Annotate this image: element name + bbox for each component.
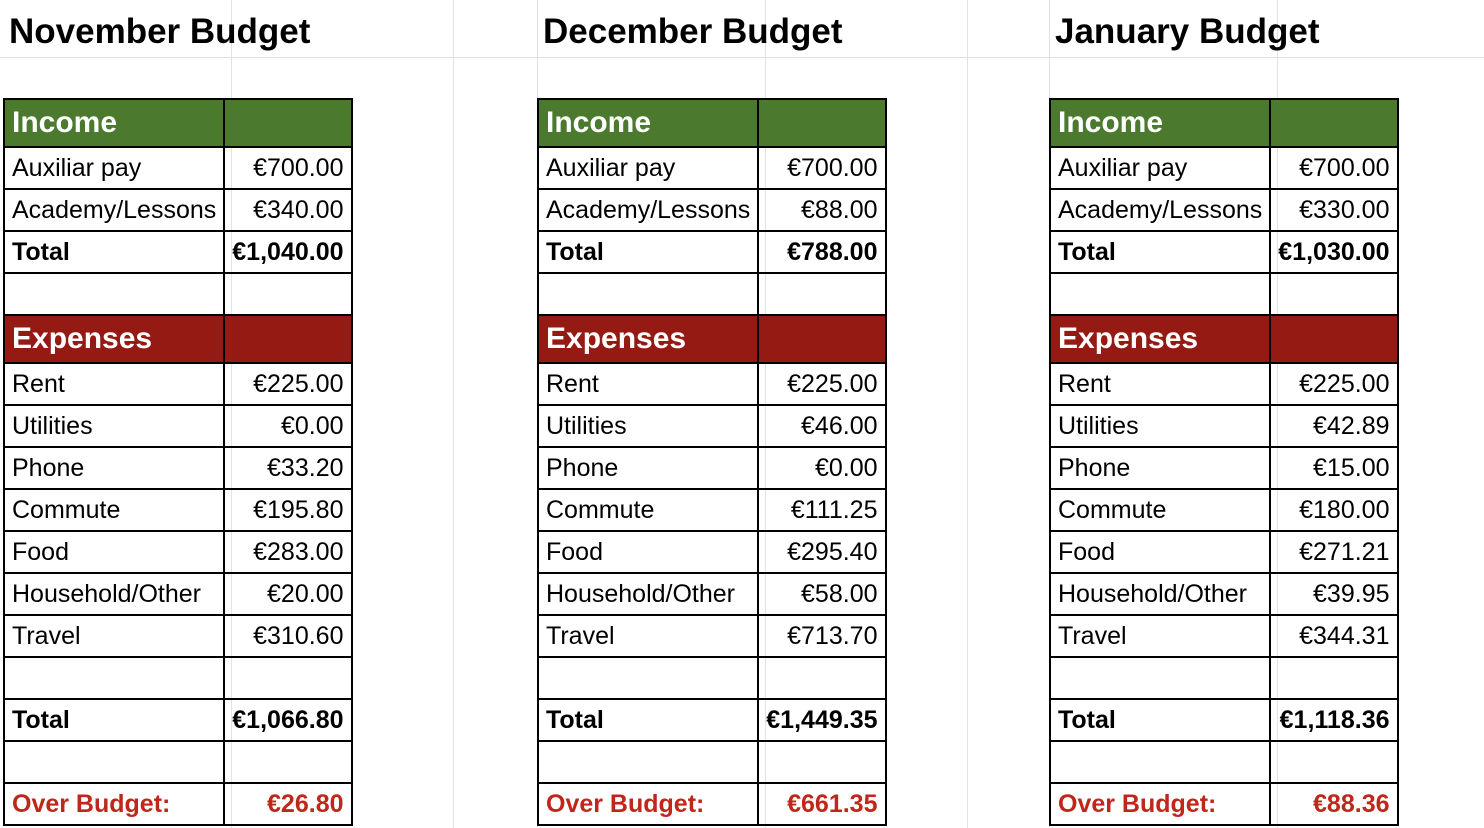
cell[interactable] xyxy=(224,741,351,783)
expense-row xyxy=(1050,447,1398,489)
over-budget-value[interactable]: €88.36 xyxy=(1270,783,1397,825)
expense-value[interactable]: €42.89 xyxy=(1270,405,1397,447)
expense-value[interactable]: €0.00 xyxy=(758,447,885,489)
total-label[interactable]: Total xyxy=(1050,231,1270,273)
expense-row xyxy=(1050,363,1398,405)
expense-value[interactable]: €310.60 xyxy=(224,615,351,657)
cell[interactable] xyxy=(1270,657,1397,699)
expense-value[interactable]: €225.00 xyxy=(758,363,885,405)
cell[interactable] xyxy=(224,273,351,315)
empty-row xyxy=(538,273,886,315)
income-row xyxy=(538,189,886,231)
income-label[interactable]: Academy/Lessons xyxy=(1050,189,1270,231)
cell[interactable] xyxy=(1050,273,1270,315)
income-total-row xyxy=(538,231,886,273)
budget-table xyxy=(3,98,353,826)
cell[interactable] xyxy=(758,657,885,699)
expense-label[interactable]: Commute xyxy=(4,489,224,531)
expense-value[interactable]: €33.20 xyxy=(224,447,351,489)
over-budget-row xyxy=(4,783,352,825)
income-header-row xyxy=(4,99,352,147)
expense-row xyxy=(4,363,352,405)
cell[interactable] xyxy=(1050,741,1270,783)
expense-row xyxy=(538,573,886,615)
expense-value[interactable]: €344.31 xyxy=(1270,615,1397,657)
expense-value[interactable]: €295.40 xyxy=(758,531,885,573)
budget-title: November Budget xyxy=(9,12,311,51)
expense-row xyxy=(1050,573,1398,615)
total-label[interactable]: Total xyxy=(4,231,224,273)
expense-value[interactable]: €20.00 xyxy=(224,573,351,615)
empty-row xyxy=(1050,657,1398,699)
expense-label[interactable]: Commute xyxy=(538,489,758,531)
over-budget-value[interactable]: €26.80 xyxy=(224,783,351,825)
income-header[interactable]: Income xyxy=(538,99,758,147)
expense-row xyxy=(1050,615,1398,657)
expense-row xyxy=(538,489,886,531)
cell[interactable] xyxy=(1270,99,1397,147)
expense-label[interactable]: Phone xyxy=(538,447,758,489)
empty-row xyxy=(4,741,352,783)
over-budget-value[interactable]: €661.35 xyxy=(758,783,885,825)
cell[interactable] xyxy=(4,273,224,315)
expenses-total-row xyxy=(4,699,352,741)
income-header[interactable]: Income xyxy=(1050,99,1270,147)
income-label[interactable]: Auxiliar pay xyxy=(4,147,224,189)
budget-title: December Budget xyxy=(543,12,843,51)
expense-value[interactable]: €713.70 xyxy=(758,615,885,657)
expense-label[interactable]: Rent xyxy=(538,363,758,405)
income-value[interactable]: €700.00 xyxy=(758,147,885,189)
income-label[interactable]: Academy/Lessons xyxy=(538,189,758,231)
cell[interactable] xyxy=(538,741,758,783)
expense-row xyxy=(538,447,886,489)
empty-row xyxy=(1050,741,1398,783)
budget-table xyxy=(1049,98,1399,826)
expense-label[interactable]: Utilities xyxy=(538,405,758,447)
income-value[interactable]: €88.00 xyxy=(758,189,885,231)
expense-value[interactable]: €39.95 xyxy=(1270,573,1397,615)
total-label[interactable]: Total xyxy=(1050,699,1270,741)
expense-label[interactable]: Utilities xyxy=(4,405,224,447)
income-row xyxy=(538,147,886,189)
cell[interactable] xyxy=(4,657,224,699)
expense-label[interactable]: Commute xyxy=(1050,489,1270,531)
expense-label[interactable]: Household/Other xyxy=(4,573,224,615)
total-label[interactable]: Total xyxy=(538,231,758,273)
expense-value[interactable]: €225.00 xyxy=(224,363,351,405)
income-total-row xyxy=(4,231,352,273)
expense-value[interactable]: €15.00 xyxy=(1270,447,1397,489)
empty-row xyxy=(538,741,886,783)
cell[interactable] xyxy=(1270,741,1397,783)
expense-label[interactable]: Household/Other xyxy=(538,573,758,615)
empty-row xyxy=(1050,273,1398,315)
expense-value[interactable]: €0.00 xyxy=(224,405,351,447)
expense-label[interactable]: Travel xyxy=(538,615,758,657)
income-value[interactable]: €700.00 xyxy=(224,147,351,189)
grid-line xyxy=(453,0,454,828)
income-row xyxy=(1050,147,1398,189)
expenses-header[interactable]: Expenses xyxy=(538,315,758,363)
expense-label[interactable]: Food xyxy=(4,531,224,573)
expenses-header-row xyxy=(4,315,352,363)
cell[interactable] xyxy=(538,657,758,699)
expense-value[interactable]: €46.00 xyxy=(758,405,885,447)
total-value[interactable]: €1,118.36 xyxy=(1270,699,1397,741)
expense-value[interactable]: €58.00 xyxy=(758,573,885,615)
expense-row xyxy=(538,615,886,657)
cell[interactable] xyxy=(538,273,758,315)
income-total-row xyxy=(1050,231,1398,273)
over-budget-label[interactable]: Over Budget: xyxy=(538,783,758,825)
expense-row xyxy=(1050,531,1398,573)
expense-label[interactable]: Travel xyxy=(4,615,224,657)
income-label[interactable]: Auxiliar pay xyxy=(538,147,758,189)
expense-row xyxy=(4,447,352,489)
expense-row xyxy=(4,405,352,447)
expense-value[interactable]: €111.25 xyxy=(758,489,885,531)
over-budget-label[interactable]: Over Budget: xyxy=(4,783,224,825)
expense-row xyxy=(4,489,352,531)
cell[interactable] xyxy=(758,273,885,315)
expense-value[interactable]: €180.00 xyxy=(1270,489,1397,531)
total-value[interactable]: €1,040.00 xyxy=(224,231,351,273)
budget-title: January Budget xyxy=(1055,12,1320,51)
expense-row xyxy=(538,405,886,447)
expense-label[interactable]: Rent xyxy=(4,363,224,405)
expenses-total-row xyxy=(538,699,886,741)
total-label[interactable]: Total xyxy=(538,699,758,741)
expenses-header[interactable]: Expenses xyxy=(1050,315,1270,363)
expense-label[interactable]: Food xyxy=(1050,531,1270,573)
expense-value[interactable]: €283.00 xyxy=(224,531,351,573)
expenses-total-row xyxy=(1050,699,1398,741)
over-budget-label[interactable]: Over Budget: xyxy=(1050,783,1270,825)
expense-value[interactable]: €225.00 xyxy=(1270,363,1397,405)
total-value[interactable]: €1,449.35 xyxy=(758,699,885,741)
grid-line xyxy=(967,0,968,828)
expense-row xyxy=(538,363,886,405)
expense-row xyxy=(4,615,352,657)
over-budget-row xyxy=(1050,783,1398,825)
cell[interactable] xyxy=(4,741,224,783)
expense-label[interactable]: Phone xyxy=(1050,447,1270,489)
income-header-row xyxy=(538,99,886,147)
income-label[interactable]: Academy/Lessons xyxy=(4,189,224,231)
income-row xyxy=(4,147,352,189)
expense-label[interactable]: Household/Other xyxy=(1050,573,1270,615)
expense-label[interactable]: Phone xyxy=(4,447,224,489)
expenses-header[interactable]: Expenses xyxy=(4,315,224,363)
cell[interactable] xyxy=(758,99,885,147)
expense-row xyxy=(4,531,352,573)
income-label[interactable]: Auxiliar pay xyxy=(1050,147,1270,189)
expense-label[interactable]: Travel xyxy=(1050,615,1270,657)
cell[interactable] xyxy=(1270,315,1397,363)
grid-line xyxy=(0,57,1484,58)
total-value[interactable]: €1,066.80 xyxy=(224,699,351,741)
cell[interactable] xyxy=(1050,657,1270,699)
total-value[interactable]: €1,030.00 xyxy=(1270,231,1397,273)
cell[interactable] xyxy=(758,315,885,363)
total-label[interactable]: Total xyxy=(4,699,224,741)
income-header-row xyxy=(1050,99,1398,147)
income-value[interactable]: €340.00 xyxy=(224,189,351,231)
budget-table xyxy=(537,98,887,826)
over-budget-row xyxy=(538,783,886,825)
empty-row xyxy=(4,273,352,315)
income-row xyxy=(4,189,352,231)
expense-label[interactable]: Utilities xyxy=(1050,405,1270,447)
expense-label[interactable]: Food xyxy=(538,531,758,573)
cell[interactable] xyxy=(758,741,885,783)
empty-row xyxy=(538,657,886,699)
cell[interactable] xyxy=(224,657,351,699)
expenses-header-row xyxy=(1050,315,1398,363)
total-value[interactable]: €788.00 xyxy=(758,231,885,273)
cell[interactable] xyxy=(224,99,351,147)
cell[interactable] xyxy=(1270,273,1397,315)
income-value[interactable]: €700.00 xyxy=(1270,147,1397,189)
expense-value[interactable]: €195.80 xyxy=(224,489,351,531)
expenses-header-row xyxy=(538,315,886,363)
cell[interactable] xyxy=(224,315,351,363)
income-header[interactable]: Income xyxy=(4,99,224,147)
expense-row xyxy=(1050,405,1398,447)
expense-label[interactable]: Rent xyxy=(1050,363,1270,405)
expense-row xyxy=(4,573,352,615)
income-value[interactable]: €330.00 xyxy=(1270,189,1397,231)
empty-row xyxy=(4,657,352,699)
income-row xyxy=(1050,189,1398,231)
expense-row xyxy=(1050,489,1398,531)
expense-value[interactable]: €271.21 xyxy=(1270,531,1397,573)
expense-row xyxy=(538,531,886,573)
